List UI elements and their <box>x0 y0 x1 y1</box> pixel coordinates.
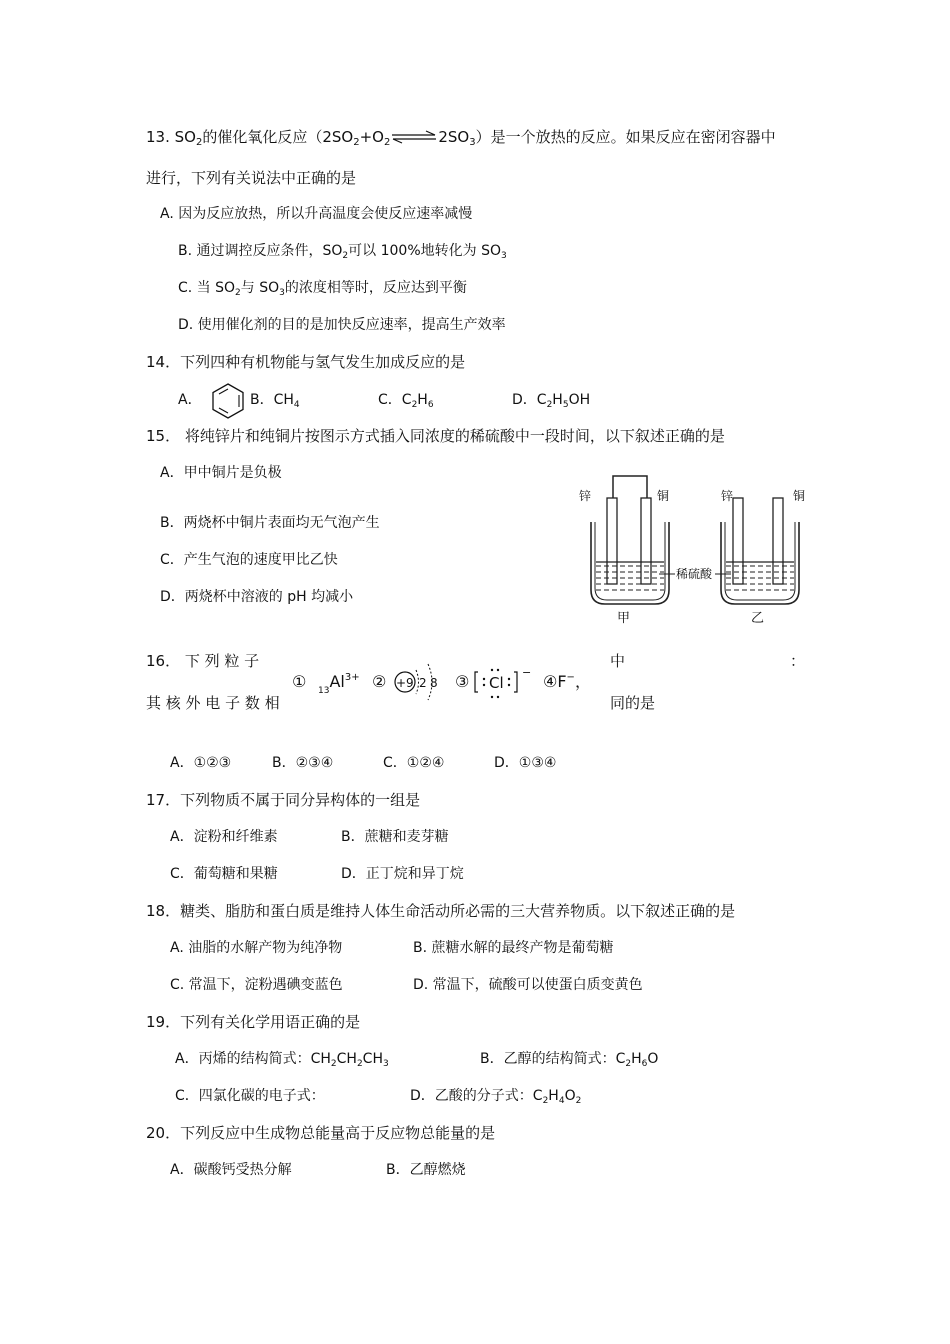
zinc-plate-yi <box>733 498 743 584</box>
q17-option-d[interactable]: D．正丁烷和异丁烷 <box>341 866 464 882</box>
beaker-jia <box>591 522 669 604</box>
nucleus-charge: +9 <box>396 676 414 690</box>
q15-stem: 15． 将纯锌片和纯铜片按图示方式插入同浓度的稀硫酸中一段时间，以下叙述正确的是 <box>146 427 725 445</box>
chloride-charge: − <box>522 666 532 679</box>
q13-option-c[interactable]: C. 当 $SO_2$与 $SO_3$的浓度相等时，反应达到平衡 <box>178 280 467 298</box>
q19-option-b[interactable]: B．乙醇的结构简式：$C_2H_6O$ <box>480 1051 659 1069</box>
q17-option-a[interactable]: A．淀粉和纤维素 <box>170 829 278 845</box>
q15-option-c[interactable]: C．产生气泡的速度甲比乙快 <box>160 552 338 568</box>
q19-option-a[interactable]: A．丙烯的结构简式：$CH_2CH_2CH_3$ <box>175 1051 389 1069</box>
q18-option-c[interactable]: C. 常温下，淀粉遇碘变蓝色 <box>170 977 343 993</box>
q14-option-c[interactable]: C．$C_2H_6$ <box>378 392 434 410</box>
q20-stem: 20．下列反应中生成物总能量高于反应物总能量的是 <box>146 1124 496 1142</box>
zinc-plate-jia <box>607 498 617 584</box>
shell-1: 2 <box>419 676 427 690</box>
label-yi: 乙 <box>751 611 765 626</box>
q16-option-a[interactable]: A．①②③ <box>170 755 232 771</box>
galvanic-cell-figure <box>575 470 815 630</box>
label-jia: 甲 <box>617 611 631 626</box>
q15-option-d[interactable]: D．两烧杯中溶液的 pH 均减小 <box>160 589 354 605</box>
equilibrium-arrow-icon <box>390 129 438 143</box>
label-copper-jia: 铜 <box>657 489 670 503</box>
q15-option-b[interactable]: B．两烧杯中铜片表面均无气泡产生 <box>160 515 380 531</box>
label-copper-yi: 铜 <box>793 489 806 503</box>
q16-particle-1-formula: $_{13}Al^{3+}$ <box>318 672 360 696</box>
q14-stem: 14．下列四种有机物能与氢气发生加成反应的是 <box>146 353 466 371</box>
q16-stem-colon: ： <box>790 652 806 670</box>
q18-stem: 18．糖类、脂肪和蛋白质是维持人体生命活动所必需的三大营养物质。以下叙述正确的是 <box>146 902 736 920</box>
q17-option-b[interactable]: B．蔗糖和麦芽糖 <box>341 829 449 845</box>
q16-stem-line2: 其 核 外 电 子 数 相 <box>146 694 280 712</box>
q18-option-a[interactable]: A. 油脂的水解产物为纯净物 <box>170 940 343 956</box>
q13-option-b[interactable]: B. 通过调控反应条件，$SO_2$可以 100%地转化为 $SO_3$ <box>178 243 507 261</box>
q16-stem: 16． 下 列 粒 子 <box>146 652 260 670</box>
q20-option-a[interactable]: A．碳酸钙受热分解 <box>170 1162 292 1178</box>
q19-option-d[interactable]: D．乙酸的分子式：$C_2H_4O_2$ <box>410 1088 582 1106</box>
q17-option-c[interactable]: C．葡萄糖和果糖 <box>170 866 278 882</box>
q16-option-c[interactable]: C．①②④ <box>383 755 445 771</box>
copper-plate-yi <box>773 498 783 584</box>
q13-option-d[interactable]: D. 使用催化剂的目的是加快反应速率，提高生产效率 <box>178 317 506 333</box>
label-acid: 稀硫酸 <box>676 567 713 581</box>
q16-option-b[interactable]: B．②③④ <box>272 755 334 771</box>
q18-option-d[interactable]: D. 常温下，硫酸可以使蛋白质变黄色 <box>413 977 643 993</box>
q13-option-a[interactable]: A. 因为反应放热，所以升高温度会使反应速率减慢 <box>160 206 473 222</box>
q13-stem-line2: 进行，下列有关说法中正确的是 <box>146 169 357 187</box>
q15-option-a[interactable]: A．甲中铜片是负极 <box>160 465 282 481</box>
q13-stem: 13. $SO_2$的催化氧化反应（$2SO_2+O_2$ $2SO_3$）是一个放热的反应。如果反应在密闭容器中 <box>146 128 776 148</box>
q16-particle-4: ④F−， <box>543 672 591 691</box>
q14-option-b[interactable]: B．$CH_4$ <box>250 392 300 410</box>
q16-stem-line2-end: 同的是 <box>610 694 656 712</box>
q18-option-b[interactable]: B. 蔗糖水解的最终产物是葡萄糖 <box>413 940 614 956</box>
chlorine-symbol: Cl <box>489 674 504 692</box>
q16-stem-mid: 中 <box>610 652 626 670</box>
q16-particle-2-num: ② <box>372 672 387 691</box>
q14-option-d[interactable]: D．$C_2H_5OH$ <box>512 392 591 410</box>
q16-particle-1: ① <box>292 672 307 691</box>
label-zinc-jia: 锌 <box>579 489 592 503</box>
q16-particle-3-num: ③ <box>455 672 470 691</box>
q19-option-c[interactable]: C．四氯化碳的电子式： <box>175 1088 325 1104</box>
shell-2: 8 <box>430 676 438 690</box>
q16-chloride-electron-dot <box>472 660 538 704</box>
q19-stem: 19．下列有关化学用语正确的是 <box>146 1013 361 1031</box>
q20-option-b[interactable]: B．乙醇燃烧 <box>386 1162 466 1178</box>
q16-option-d[interactable]: D．①③④ <box>494 755 557 771</box>
benzene-ring-icon <box>211 382 245 420</box>
q14-option-a[interactable]: A． <box>178 392 202 408</box>
q17-stem: 17．下列物质不属于同分异构体的一组是 <box>146 791 421 809</box>
copper-plate-jia <box>641 498 651 584</box>
q16-atom-structure-diagram <box>392 660 442 704</box>
label-zinc-yi: 锌 <box>721 489 734 503</box>
